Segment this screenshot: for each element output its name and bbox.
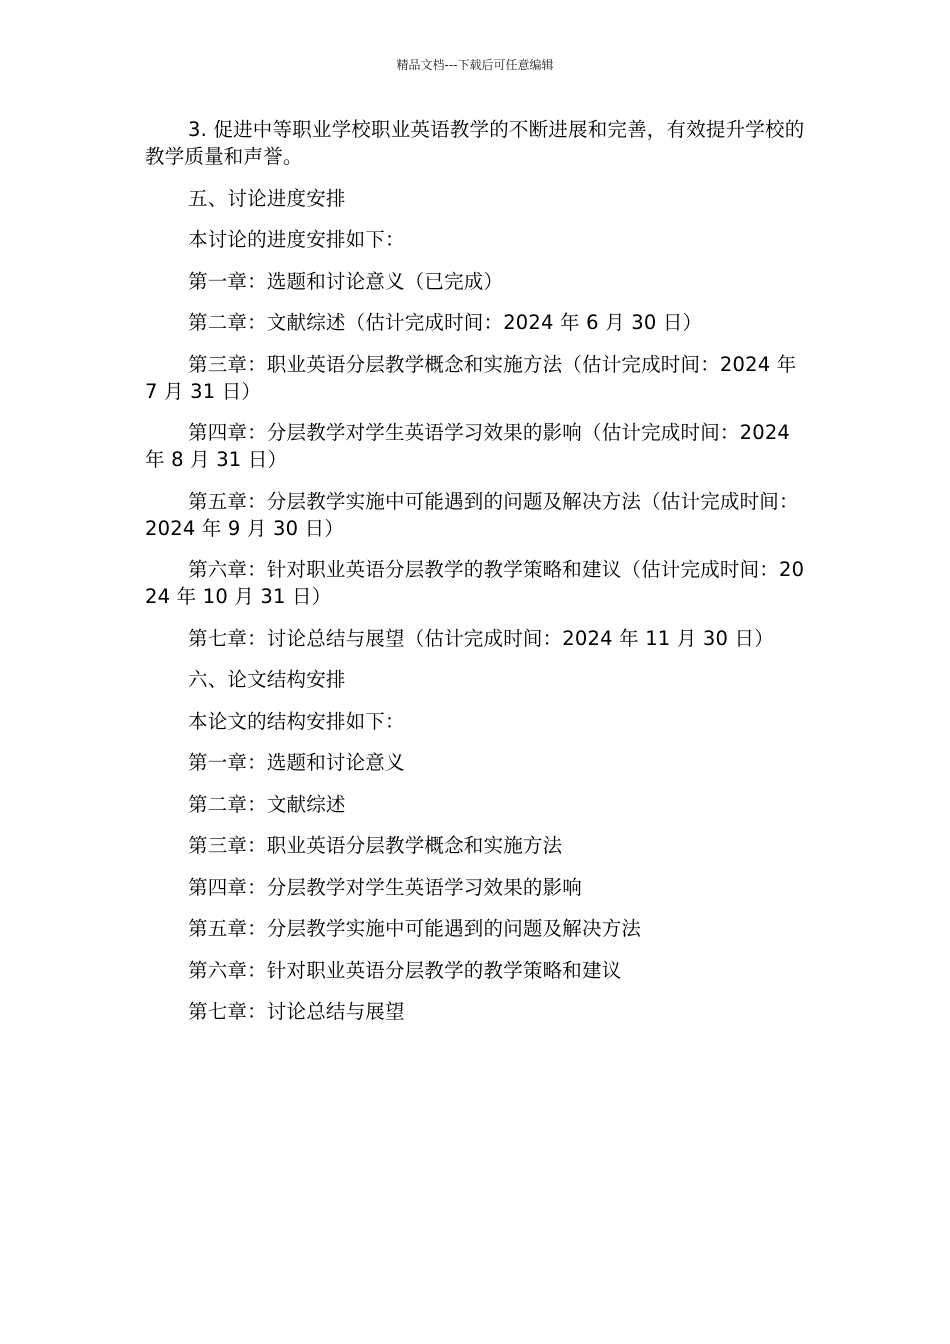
schedule-item-chapter-2: 第二章：文献综述（估计完成时间：2024 年 6 月 30 日） (188, 311, 703, 334)
section-heading-structure: 六、论文结构安排 (188, 668, 346, 691)
document-body (145, 116, 810, 1040)
schedule-item-chapter-4: 第四章：分层教学对学生英语学习效果的影响（估计完成时间：2024 年 8 月 31 日） (145, 421, 791, 471)
structure-item-chapter-3: 第三章：职业英语分层教学概念和实施方法 (188, 834, 563, 857)
structure-item-chapter-4: 第四章：分层教学对学生英语学习效果的影响 (188, 875, 583, 899)
schedule-item-chapter-3: 第三章：职业英语分层教学概念和实施方法（估计完成时间：2024 年 7 月 31 日） (145, 352, 797, 403)
structure-item-chapter-5: 第五章：分层教学实施中可能遇到的问题及解决方法 (188, 917, 642, 940)
structure-item-chapter-1: 第一章：选题和讨论意义 (188, 751, 405, 774)
schedule-item-chapter-1: 第一章：选题和讨论意义（已完成） (188, 269, 504, 293)
structure-item-chapter-6: 第六章：针对职业英语分层教学的教学策略和建议 (188, 958, 622, 982)
section-heading-schedule: 五、讨论进度安排 (188, 186, 346, 210)
schedule-item-chapter-5: 第五章：分层教学实施中可能遇到的问题及解决方法（估计完成时间：2024 年 9 月 30 日） (145, 489, 799, 540)
schedule-item-chapter-6: 第六章：针对职业英语分层教学的教学策略和建议（估计完成时间：2024 年 10 月 31 日） (145, 558, 805, 608)
structure-item-chapter-7: 第七章：讨论总结与展望 (188, 1000, 405, 1023)
schedule-item-chapter-7: 第七章：讨论总结与展望（估计完成时间：2024 年 11 月 30 日） (188, 626, 774, 650)
paragraph-schedule-intro: 本讨论的进度安排如下： (188, 228, 405, 251)
page-header: 精品文档---下载后可任意编辑 (396, 58, 554, 72)
paragraph-goal-3: 3. 促进中等职业学校职业英语教学的不断进展和完善，有效提升学校的教学质量和声誉。 (145, 118, 805, 168)
paragraph-structure-intro: 本论文的结构安排如下： (188, 709, 405, 733)
structure-item-chapter-2: 第二章：文献综述 (188, 792, 346, 816)
